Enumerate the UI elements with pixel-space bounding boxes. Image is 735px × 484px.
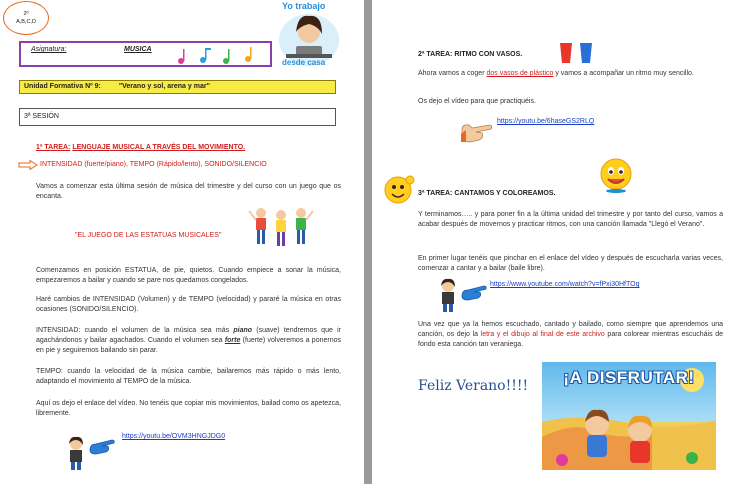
task3-p3-b: para colorear mientras escucháis de fondo esta canción tan veraniega.	[418, 331, 723, 348]
task3-p3-a: Una vez que ya la hemos escuchado, cantado y bailado, como siempre que aprendemos una canción, os dejo la	[418, 321, 723, 338]
task2-p1-a: Ahora vamos a coger	[418, 70, 487, 77]
session-box	[19, 108, 336, 126]
document-page-right	[372, 0, 735, 484]
pointing-hand-icon	[88, 436, 116, 456]
task1-title: LENGUAJE MUSICAL A TRAVÉS DEL MOVIMIENTO.	[72, 144, 246, 151]
plastic-cups-icon	[557, 41, 597, 65]
task1-number: 1ª TAREA:	[36, 144, 71, 151]
farewell-text: Feliz Verano!!!!	[418, 378, 529, 394]
task2-p1-cups: dos vasos de plástico	[486, 70, 554, 77]
subject-label: Asignatura:	[31, 46, 67, 53]
p3-text-a: INTENSIDAD: cuando el volumen de la música sea más	[36, 327, 234, 334]
p3-text-b: (suave) tendremos que ir agachándonos y bailar agachados. Cuando el volumen sea	[36, 327, 341, 344]
pointing-hand-icon	[460, 122, 494, 146]
task3-paragraph-1: Y terminamos….. y para poner fin a la última unidad del trimestre y por tanto del curso, vamos a acabar después de movernos y practicar ritmos, con una canción llamada "Llegó el Verano".	[418, 211, 723, 228]
video-link-1[interactable]: https://youtu.be/OVM3HNGJDG0	[122, 433, 226, 440]
video-link-3[interactable]: https://www.youtube.com/watch?v=fPxi30HfTOg	[490, 281, 640, 288]
task1-heading	[36, 144, 245, 151]
p3-text-c: (fuerte) volveremos a ponernos en pie y seguiremos bailando sin parar.	[36, 337, 341, 354]
dancing-kids-image	[247, 205, 315, 253]
course-line2: A,B,C,D	[16, 19, 36, 25]
course-line1: 2º	[23, 11, 29, 17]
session-label: 3ª SESIÓN	[24, 113, 59, 120]
task3-heading	[418, 190, 555, 197]
task2-p1-b: y vamos a acompañar un ritmo muy sencillo.	[553, 70, 694, 77]
paragraph-5: Aquí os dejo el enlace del vídeo. No tenéis que copiar mis movimientos, bailad como os apetezca, libremente.	[36, 400, 341, 417]
happy-emoji-icon	[598, 156, 634, 194]
intro-paragraph: Vamos a comenzar esta última sesión de música del trimestre y del curso con un juego que os encanta.	[36, 183, 341, 200]
teacher-avatar	[438, 278, 458, 312]
pointing-hand-icon	[460, 282, 488, 302]
logo-line2: desde casa	[282, 58, 326, 67]
course-oval	[3, 1, 49, 35]
unit-title: "Verano y sol, arena y mar"	[118, 83, 210, 90]
subject-value: MUSICA	[124, 46, 152, 53]
concepts-line: INTENSIDAD (fuerte/piano), TEMPO (Rápido/lento), SONIDO/SILENCIO	[40, 161, 267, 168]
unit-box	[19, 80, 336, 94]
task2-paragraph-2: Os dejo el vídeo para que practiquéis.	[418, 98, 536, 105]
arrow-right-icon	[18, 160, 38, 170]
task3-number: 3ª TAREA:	[418, 190, 453, 197]
document-page-left	[0, 0, 364, 484]
subject-box	[19, 41, 272, 67]
p3-piano: piano	[233, 327, 253, 334]
teacher-avatar	[66, 436, 86, 470]
video-link-2[interactable]: https://youtu.be/6haseGS2RLQ	[497, 118, 595, 125]
music-notes-icon	[171, 46, 266, 66]
disfrutar-banner-image	[542, 362, 716, 470]
paragraph-3	[36, 326, 341, 356]
task2-heading	[418, 51, 522, 58]
paragraph-4: TEMPO: cuando la velocidad de la música cambie, bailaremos más rápido o más lento, adaptando el movimiento al TEMPO de la música.	[36, 368, 341, 385]
paragraph-1: Comenzamos en posición ESTATUA, de pie, quietos. Cuando empiece a sonar la música, empezaremos a bailar y cuando se pare nos quedamos congelados.	[36, 267, 341, 284]
paragraph-2: Haré cambios de INTENSIDAD (Volumen) y de TEMPO (velocidad) y pararé la música en otras ocasiones (SONIDO/SILENCIO).	[36, 296, 341, 313]
task3-paragraph-3	[418, 320, 723, 350]
task3-paragraph-2: En primer lugar tenéis que pinchar en el enlace del vídeo y después de escucharla varias veces, comenzar a cantar y a bailar (baile libre).	[418, 255, 723, 272]
banner-text: ¡A DISFRUTAR!	[563, 368, 695, 387]
task2-number: 2ª TAREA:	[418, 51, 453, 58]
game-title: "EL JUEGO DE LAS ESTATUAS MUSICALES"	[75, 232, 222, 239]
p3-forte: forte	[224, 337, 241, 344]
task2-title: RITMO CON VASOS.	[454, 51, 523, 58]
logo-line1: Yo trabajo	[282, 1, 326, 11]
waving-emoji-icon	[381, 172, 415, 206]
unit-label: Unidad Formativa Nº 9:	[24, 83, 101, 90]
task3-title: CANTAMOS Y COLOREAMOS.	[454, 190, 556, 197]
task3-p3-red: letra y el dibujo al final de este archivo	[480, 331, 605, 338]
task2-paragraph-1	[418, 69, 718, 79]
yo-trabajo-logo	[276, 0, 342, 68]
